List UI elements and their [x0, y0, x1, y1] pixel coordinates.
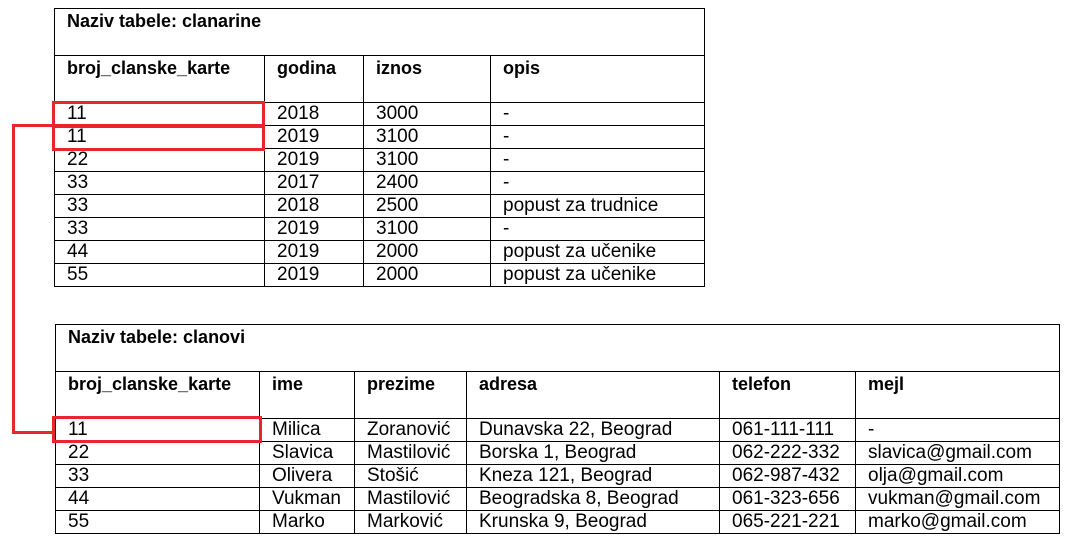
table-cell: 2400	[364, 172, 491, 195]
table-cell: Mastilović	[355, 442, 467, 465]
table-cell: 065-221-221	[720, 511, 856, 534]
column-header: telefon	[720, 372, 856, 419]
table-cell: 2500	[364, 195, 491, 218]
clanarine-table	[54, 8, 705, 287]
column-header: broj_clanske_karte	[56, 372, 260, 419]
table-cell: Beogradska 8, Beograd	[467, 488, 720, 511]
table-cell: 2018	[265, 195, 364, 218]
column-header: broj_clanske_karte	[55, 56, 265, 103]
table-cell: Borska 1, Beograd	[467, 442, 720, 465]
column-header: prezime	[355, 372, 467, 419]
table-row	[55, 149, 705, 172]
table-cell: 33	[55, 218, 265, 241]
table-cell: 3100	[364, 126, 491, 149]
table-cell: Zoranović	[355, 419, 467, 442]
table-row	[55, 126, 705, 149]
table-title: Naziv tabele: clanovi	[56, 325, 1060, 372]
table-cell: Olivera	[260, 465, 355, 488]
table-cell: 33	[55, 172, 265, 195]
table-cell: -	[491, 149, 705, 172]
table-row	[56, 419, 1060, 442]
table-cell: 2000	[364, 264, 491, 287]
table-cell: vukman@gmail.com	[856, 488, 1060, 511]
table-row	[56, 465, 1060, 488]
table-cell: olja@gmail.com	[856, 465, 1060, 488]
table-cell: Mastilović	[355, 488, 467, 511]
table-title-row	[56, 325, 1060, 372]
table-cell: Stošić	[355, 465, 467, 488]
table-row	[55, 241, 705, 264]
table-cell: Kneza 121, Beograd	[467, 465, 720, 488]
table-cell: 3100	[364, 149, 491, 172]
table-cell: Dunavska 22, Beograd	[467, 419, 720, 442]
table-cell: 062-987-432	[720, 465, 856, 488]
table-cell: -	[491, 126, 705, 149]
table-cell: 44	[56, 488, 260, 511]
table-row	[55, 218, 705, 241]
table-cell: 2019	[265, 241, 364, 264]
table-cell: 2018	[265, 103, 364, 126]
table-cell: 11	[55, 126, 265, 149]
table-cell: -	[491, 103, 705, 126]
column-header: mejl	[856, 372, 1060, 419]
clanovi-table	[55, 324, 1060, 534]
table-row	[56, 442, 1060, 465]
table-cell: 44	[55, 241, 265, 264]
table-cell: 062-222-332	[720, 442, 856, 465]
table-cell: Marko	[260, 511, 355, 534]
table-cell: 55	[55, 264, 265, 287]
table-header-row	[55, 56, 705, 103]
table-cell: popust za učenike	[491, 264, 705, 287]
table-cell: 061-111-111	[720, 419, 856, 442]
table-cell: 2019	[265, 218, 364, 241]
table-cell: popust za trudnice	[491, 195, 705, 218]
table-cell: Krunska 9, Beograd	[467, 511, 720, 534]
connector-line-bottom	[12, 431, 54, 434]
table-cell: 22	[56, 442, 260, 465]
table-row	[55, 172, 705, 195]
table-row	[56, 511, 1060, 534]
table-cell: -	[491, 218, 705, 241]
table-row	[55, 195, 705, 218]
table-cell: 22	[55, 149, 265, 172]
connector-line-top	[12, 124, 54, 127]
column-header: opis	[491, 56, 705, 103]
table-cell: 2019	[265, 126, 364, 149]
table-cell: 2000	[364, 241, 491, 264]
table-cell: 55	[56, 511, 260, 534]
table-row	[56, 488, 1060, 511]
table-cell: 2019	[265, 149, 364, 172]
table-cell: marko@gmail.com	[856, 511, 1060, 534]
table-cell: Milica	[260, 419, 355, 442]
table-cell: Vukman	[260, 488, 355, 511]
table-cell: 11	[56, 419, 260, 442]
table-cell: Marković	[355, 511, 467, 534]
table-title-row	[55, 9, 705, 56]
column-header: adresa	[467, 372, 720, 419]
table-cell: popust za učenike	[491, 241, 705, 264]
table-cell: 3000	[364, 103, 491, 126]
table-row	[55, 103, 705, 126]
table-cell: -	[491, 172, 705, 195]
table-cell: 33	[56, 465, 260, 488]
connector-line-vertical	[12, 124, 15, 434]
table-header-row	[56, 372, 1060, 419]
column-header: godina	[265, 56, 364, 103]
column-header: ime	[260, 372, 355, 419]
table-row	[55, 264, 705, 287]
table-cell: slavica@gmail.com	[856, 442, 1060, 465]
table-cell: Slavica	[260, 442, 355, 465]
table-cell: 061-323-656	[720, 488, 856, 511]
table-cell: 33	[55, 195, 265, 218]
table-cell: 2019	[265, 264, 364, 287]
table-cell: 3100	[364, 218, 491, 241]
table-cell: 2017	[265, 172, 364, 195]
table-cell: -	[856, 419, 1060, 442]
table-cell: 11	[55, 103, 265, 126]
column-header: iznos	[364, 56, 491, 103]
table-title: Naziv tabele: clanarine	[55, 9, 705, 56]
